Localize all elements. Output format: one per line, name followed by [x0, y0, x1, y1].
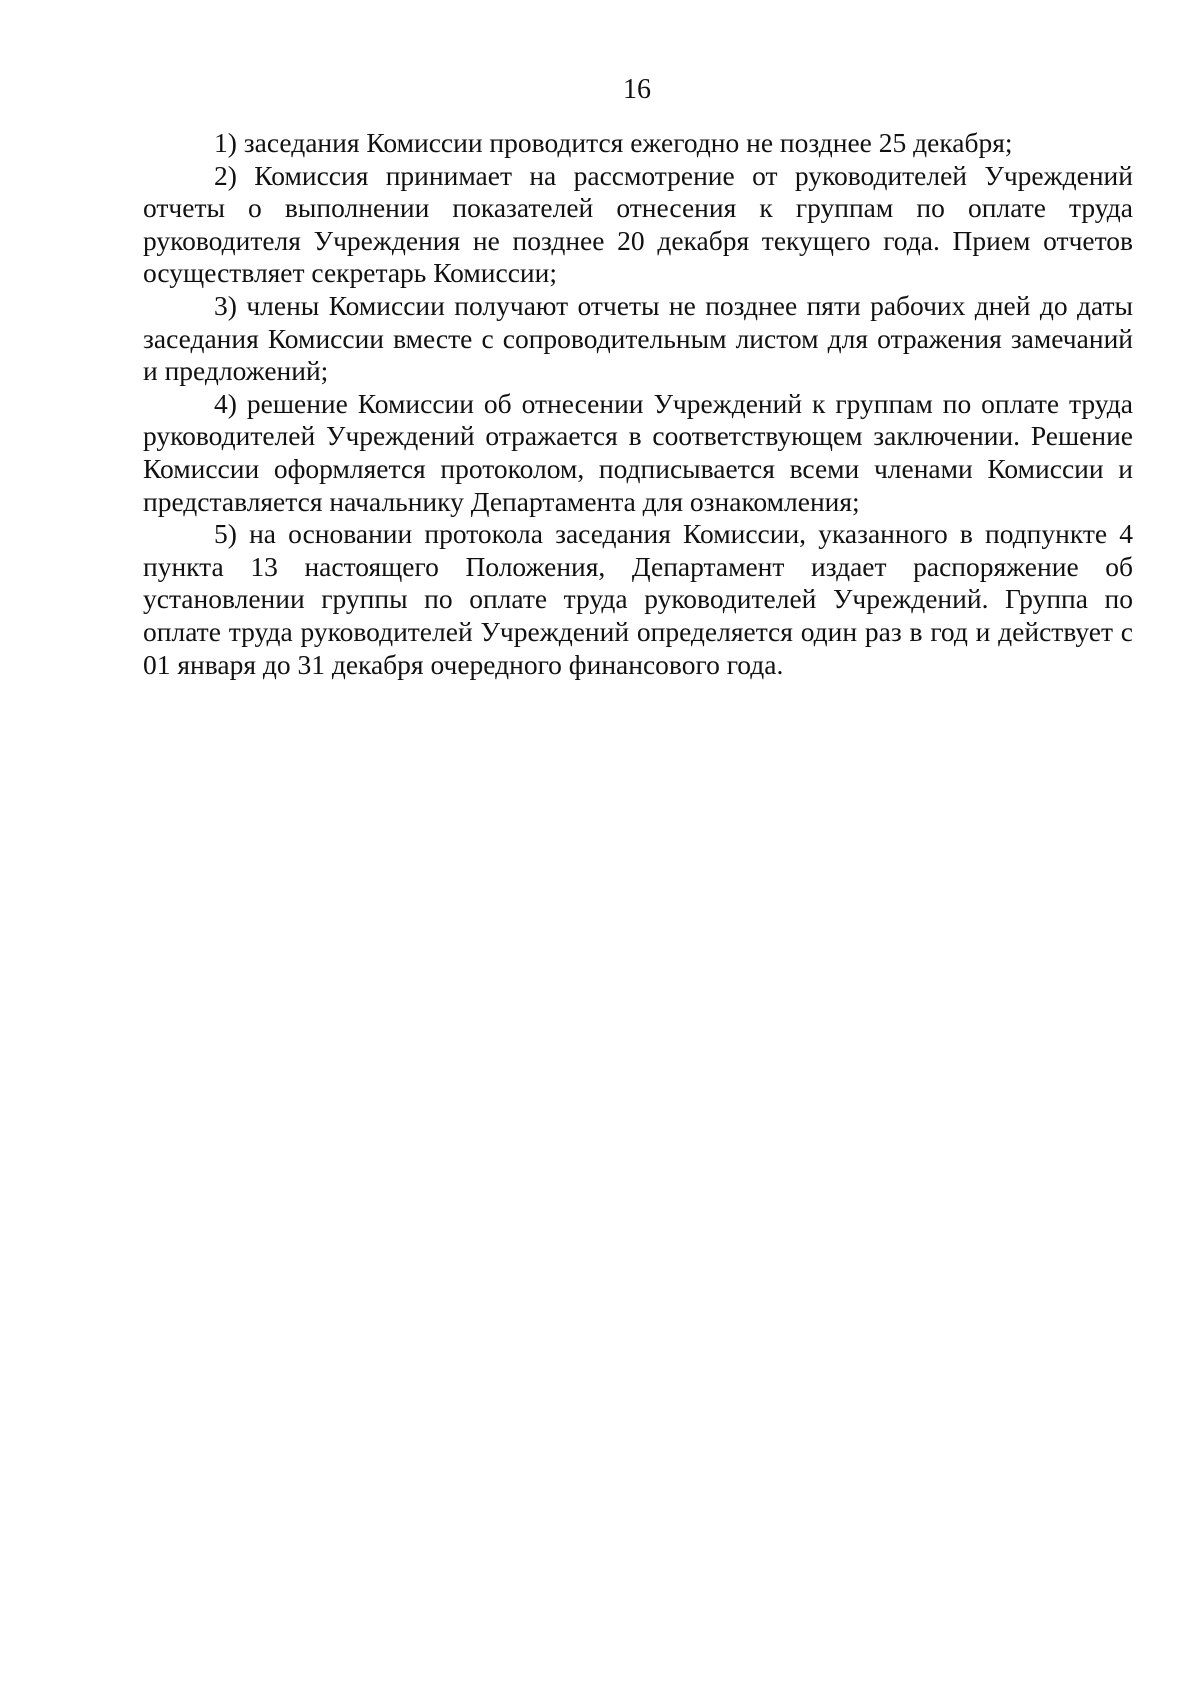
page-number: 16	[623, 74, 651, 105]
paragraph-item-4: 4) решение Комиссии об отнесении Учреждений к группам по оплате труда руководителей Учреждений отражается в соответствующем заключении. Решение Комиссии оформляется протоколом, подписывается всеми членами Комиссии и представляется начальнику Департамента для ознакомления;	[143, 387, 1133, 517]
paragraph-item-3: 3) члены Комиссии получают отчеты не позднее пяти рабочих дней до даты заседания Комиссии вместе с сопроводительным листом для отражения замечаний и предложений;	[143, 289, 1133, 387]
paragraph-item-2: 2) Комиссия принимает на рассмотрение от руководителей Учреждений отчеты о выполнении показателей отнесения к группам по оплате труда руководителя Учреждения не позднее 20 декабря текущего года. Прием отчетов осуществляет секретарь Комиссии;	[143, 159, 1133, 289]
paragraph-item-1: 1) заседания Комиссии проводится ежегодно не позднее 25 декабря;	[214, 127, 1013, 158]
document-body	[143, 127, 1133, 681]
paragraph-item-5: 5) на основании протокола заседания Комиссии, указанного в подпункте 4 пункта 13 настоящего Положения, Департамент издает распоряжение об установлении группы по оплате труда руководителей Учреждений. Группа по оплате труда руководителей Учреждений определяется один раз в год и действует с 01 января до 31 декабря очередного финансового года.	[143, 518, 1133, 680]
